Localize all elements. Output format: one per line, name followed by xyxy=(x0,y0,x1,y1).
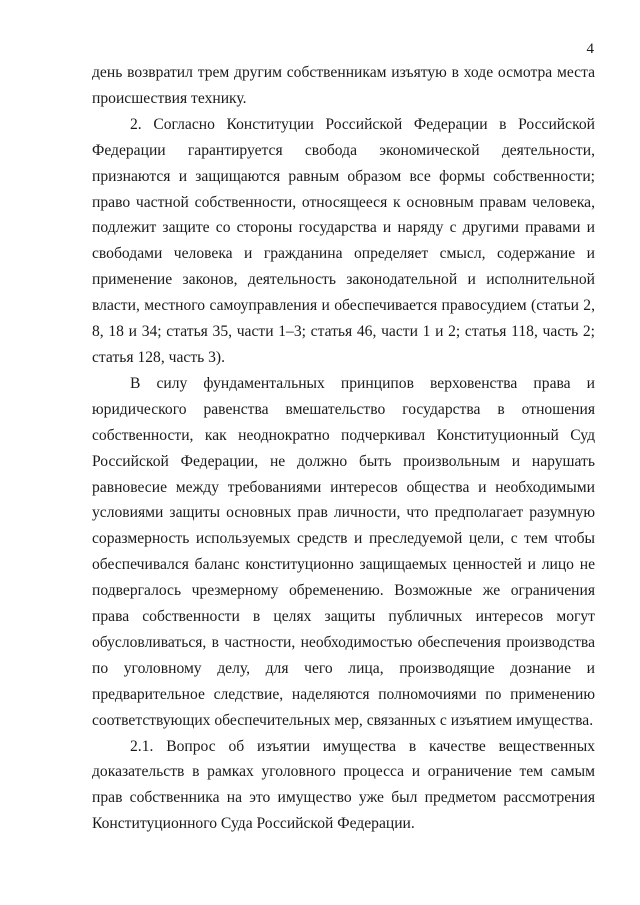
paragraph-fundamental-principles: В силу фундаментальных принципов верховенства права и юридического равенства вмешательство государства в отношения собственности, как неоднократно подчеркивал Конституционный Суд Российской Федерации, не должно быть произвольным и нарушать равновесие между требованиями интересов общества и необходимыми условиями защиты основных прав личности, что предполагает разумную соразмерность используемых средств и преследуемой цели, с тем чтобы обеспечивался баланс конституционно защищаемых ценностей и лицо не подвергалось чрезмерному обременению. Возможные же ограничения права собственности в целях защиты публичных интересов могут обусловливаться, в частности, необходимостью обеспечения производства по уголовному делу, для чего лица, производящие дознание и предварительное следствие, наделяются полномочиями по применению соответствующих обеспечительных мер, связанных с изъятием имущества. xyxy=(92,374,595,729)
paragraph-continuation: день возвратил трем другим собственникам изъятую в ходе осмотра места происшествия технику. xyxy=(92,64,595,107)
paragraph-section-2-1: 2.1. Вопрос об изъятии имущества в качестве вещественных доказательств в рамках уголовного процесса и ограничение тем самым прав собственника на это имущество уже был предметом рассмотрения Конституционного Суда Российской Федерации. xyxy=(92,737,595,833)
document-body xyxy=(92,60,595,837)
paragraph-section-2: 2. Согласно Конституции Российской Федерации в Российской Федерации гарантируется свобода экономической деятельности, признаются и защищаются равным образом все формы собственности; право частной собственности, относящееся к основным правам человека, подлежит защите со стороны государства и наряду с другими правами и свободами человека и гражданина определяет смысл, содержание и применение законов, деятельность законодательной и исполнительной власти, местного самоуправления и обеспечивается правосудием (статьи 2, 8, 18 и 34; статья 35, части 1–3; статья 46, части 1 и 2; статья 118, часть 2; статья 128, часть 3). xyxy=(92,115,595,366)
page-number: 4 xyxy=(586,41,594,57)
